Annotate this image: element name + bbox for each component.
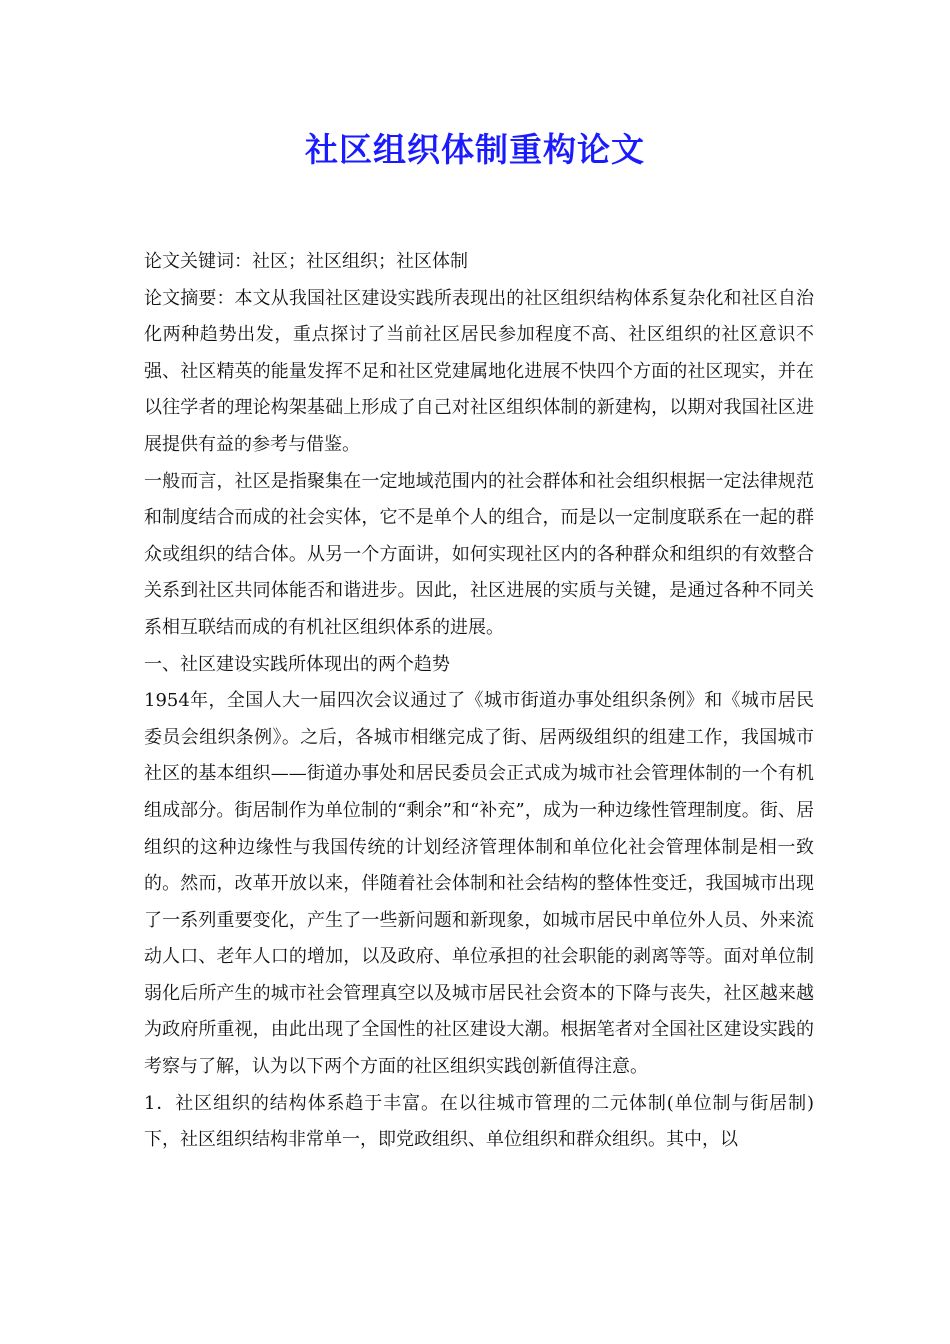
section-heading: 一、社区建设实践所体现出的两个趋势 <box>144 653 450 675</box>
document-body <box>144 244 814 1159</box>
document-title: 社区组织体制重构论文 <box>305 130 645 169</box>
intro-paragraph: 一般而言，社区是指聚集在一定地域范围内的社会群体和社会组织根据一定法律规范和制度结合而成的社会实体，它不是单个人的组合，而是以一定制度联系在一起的群众或组织的结合体。从另一个方面讲，如何实现社区内的各种群众和组织的有效整合关系到社区共同体能否和谐进步。因此，社区进展的实质与关键，是通过各种不同关系相互联结而成的有机社区组织体系的进展。 <box>144 470 814 638</box>
body-paragraph: 1．社区组织的结构体系趋于丰富。在以往城市管理的二元体制(单位制与街居制)下，社区组织结构非常单一，即党政组织、单位组织和群众组织。其中，以 <box>144 1092 814 1151</box>
keywords-paragraph: 论文关键词：社区；社区组织；社区体制 <box>144 251 468 272</box>
body-paragraph: 1954年，全国人大一届四次会议通过了《城市街道办事处组织条例》和《城市居民委员会组织条例》。之后，各城市相继完成了街、居两级组织的组建工作，我国城市社区的基本组织——街道办事处和居民委员会正式成为城市社会管理体制的一个有机组成部分。街居制作为单位制的“剩余”和“补充”，成为一种边缘性管理制度。街、居组织的这种边缘性与我国传统的计划经济管理体制和单位化社会管理体制是相一致的。然而，改革开放以来，伴随着社会体制和社会结构的整体性变迁，我国城市出现了一系列重要变化，产生了一些新问题和新现象，如城市居民中单位外人员、外来流动人口、老年人口的增加，以及政府、单位承担的社会职能的剥离等等。面对单位制弱化后所产生的城市社会管理真空以及城市居民社会资本的下降与丧失，社区越来越为政府所重视，由此出现了全国性的社区建设大潮。根据笔者对全国社区建设实践的考察与了解，认为以下两个方面的社区组织实践创新值得注意。 <box>144 690 814 1078</box>
abstract-paragraph: 论文摘要：本文从我国社区建设实践所表现出的社区组织结构体系复杂化和社区自治化两种趋势出发，重点探讨了当前社区居民参加程度不高、社区组织的社区意识不强、社区精英的能量发挥不足和社区党建属地化进展不快四个方面的社区现实，并在以往学者的理论构架基础上形成了自己对社区组织体制的新建构，以期对我国社区进展提供有益的参考与借鉴。 <box>144 287 814 455</box>
